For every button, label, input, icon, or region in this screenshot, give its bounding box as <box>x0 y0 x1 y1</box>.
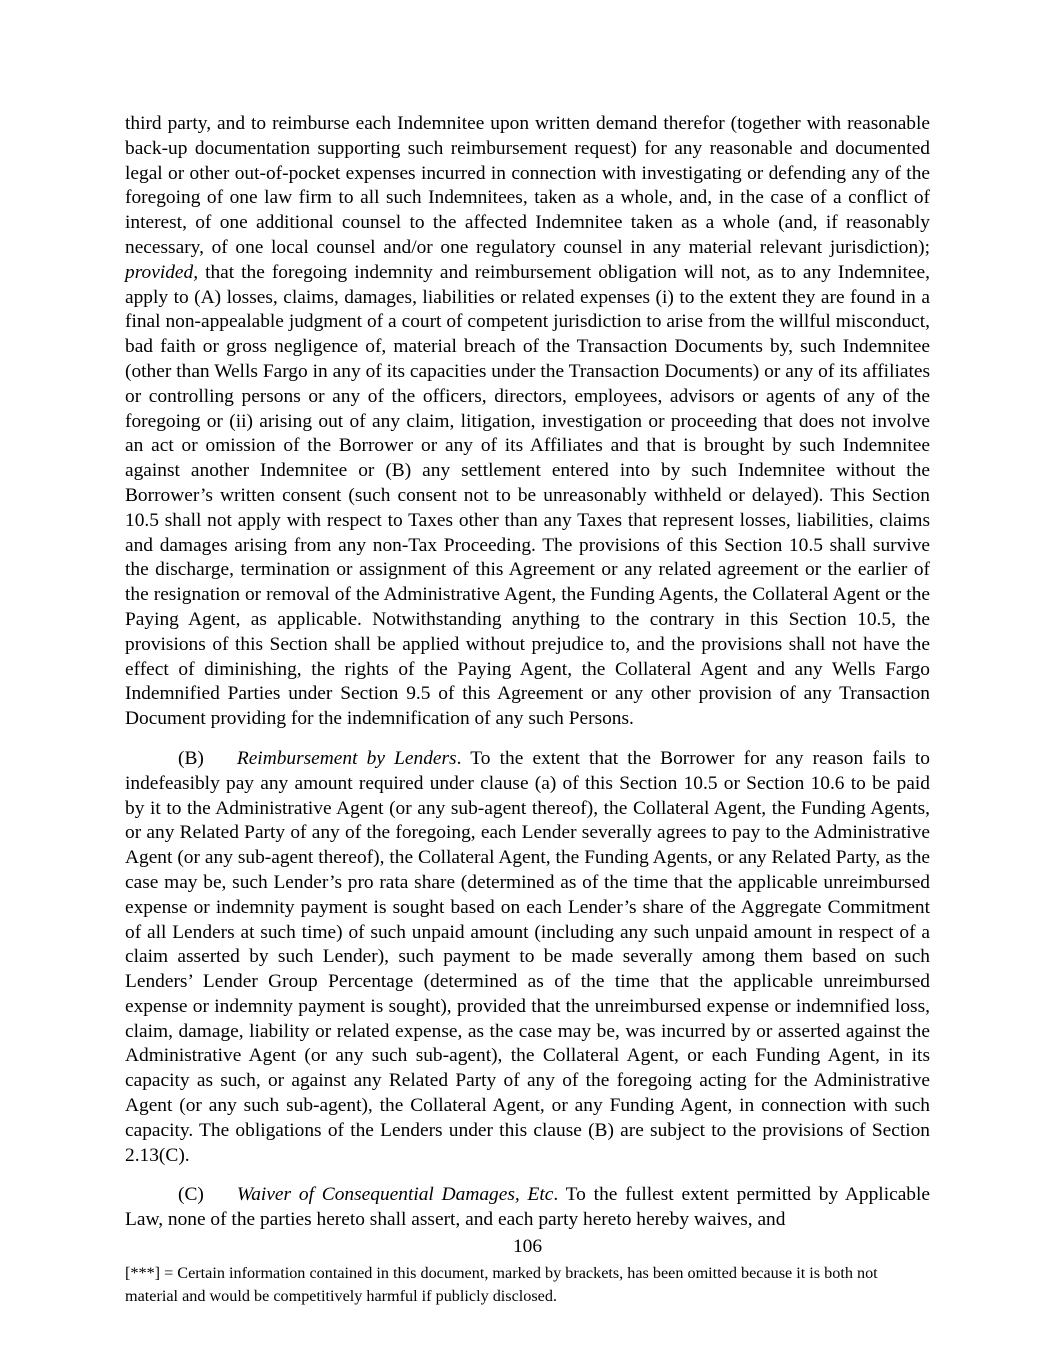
italic-term-provided: provided, <box>125 261 199 283</box>
clause-label-c: (C) <box>178 1184 204 1206</box>
paragraph-text: that the foregoing indemnity and reimbursement obligation will not, as to any Indemnitee, apply to (A) losses, claims, damages, liabilities or related expenses (i) to the extent they are found in a final non-appealable judgment of a court of competent jurisdiction to arise from the willful misconduct, bad faith or gross negligence of, material breach of the Transaction Documents by, such Indemnitee (other than Wells Fargo in any of its capacities under the Transaction Documents) or any of its affiliates or controlling persons or any of the officers, directors, employees, advisors or agents of any of the foregoing or (ii) arising out of any claim, litigation, investigation or proceeding that does not involve an act or omission of the Borrower or any of its Affiliates and that is brought by such Indemnitee against another Indemnitee or (B) any settlement entered into by such Indemnitee without the Borrower’s written consent (such consent not to be unreasonably withheld or delayed). This Section 10.5 shall not apply with respect to Taxes other than any Taxes that represent losses, liabilities, claims and damages arising from any non-Tax Proceeding. The provisions of this Section 10.5 shall survive the discharge, termination or assignment of this Agreement or any related agreement or the earlier of the resignation or removal of the Administrative Agent, the Funding Agents, the Collateral Agent or the Paying Agent, as applicable. Notwithstanding anything to the contrary in this Section 10.5, the provisions of this Section shall be applied without prejudice to, and the provisions shall not have the effect of diminishing, the rights of the Paying Agent, the Collateral Agent and any Wells Fargo Indemnified Parties under Section 9.5 of this Agreement or any other provision of any Transaction Document providing for the indemnification of any such Persons. <box>125 261 930 730</box>
clause-label-b: (B) <box>178 747 204 769</box>
clause-heading-waiver-of-consequential-damages: Waiver of Consequential Damages, Etc <box>236 1184 554 1206</box>
page-number: 106 <box>512 1236 543 1258</box>
footnote: [***] = Certain information contained in this document, marked by brackets, has been omitted because it is both not material and would be competitively harmful if publicly disclosed. <box>125 1263 878 1305</box>
paragraph-text: . To the extent that the Borrower for any reason fails to indefeasibly pay any amount required under clause (a) of this Section 10.5 or Section 10.6 to be paid by it to the Administrative Agent (or any sub-agent thereof), the Collateral Agent, the Funding Agents, or any Related Party of any of the foregoing, each Lender severally agrees to pay to the Administrative Agent (or any sub-agent thereof), the Collateral Agent, the Funding Agents, or any Related Party, as the case may be, such Lender’s pro rata share (determined as of the time that the applicable unreimbursed expense or indemnity payment is sought based on each Lender’s share of the Aggregate Commitment of all Lenders at such time) of such unpaid amount (including any such unpaid amount in respect of a claim asserted by such Lender), such payment to be made severally among them based on such Lenders’ Lender Group Percentage (determined as of the time that the applicable unreimbursed expense or indemnity payment is sought), provided that the unreimbursed expense or indemnified loss, claim, damage, liability or related expense, as the case may be, was incurred by or asserted against the Administrative Agent (or any such sub-agent), the Collateral Agent, or each Funding Agent, in its capacity as such, or against any Related Party of any of the foregoing acting for the Administrative Agent (or any such sub-agent), the Collateral Agent, or any Funding Agent, in connection with such capacity. The obligations of the Lenders under this clause (B) are subject to the provisions of Section 2.13(C). <box>125 747 930 1166</box>
paragraph-text: . To the fullest extent permitted by Applicable Law, none of the parties hereto shall assert, and each party hereto hereby waives, and <box>125 1184 930 1231</box>
paragraph-text: third party, and to reimburse each Indemnitee upon written demand therefor (together with reasonable back-up documentation supporting such reimbursement request) for any reasonable and documented legal or other out-of-pocket expenses incurred in connection with investigating or defending any of the foregoing of one law firm to all such Indemnitees, taken as a whole, and, in the case of a conflict of interest, of one additional counsel to the affected Indemnitee taken as a whole (and, if reasonably necessary, of one local counsel and/or one regulatory counsel in any material relevant jurisdiction); <box>125 113 930 258</box>
paragraph-b <box>125 747 930 1169</box>
paragraph-c <box>125 1183 930 1233</box>
paragraph-continuation <box>125 112 930 732</box>
clause-heading-reimbursement-by-lenders: Reimbursement by Lenders <box>236 747 457 769</box>
